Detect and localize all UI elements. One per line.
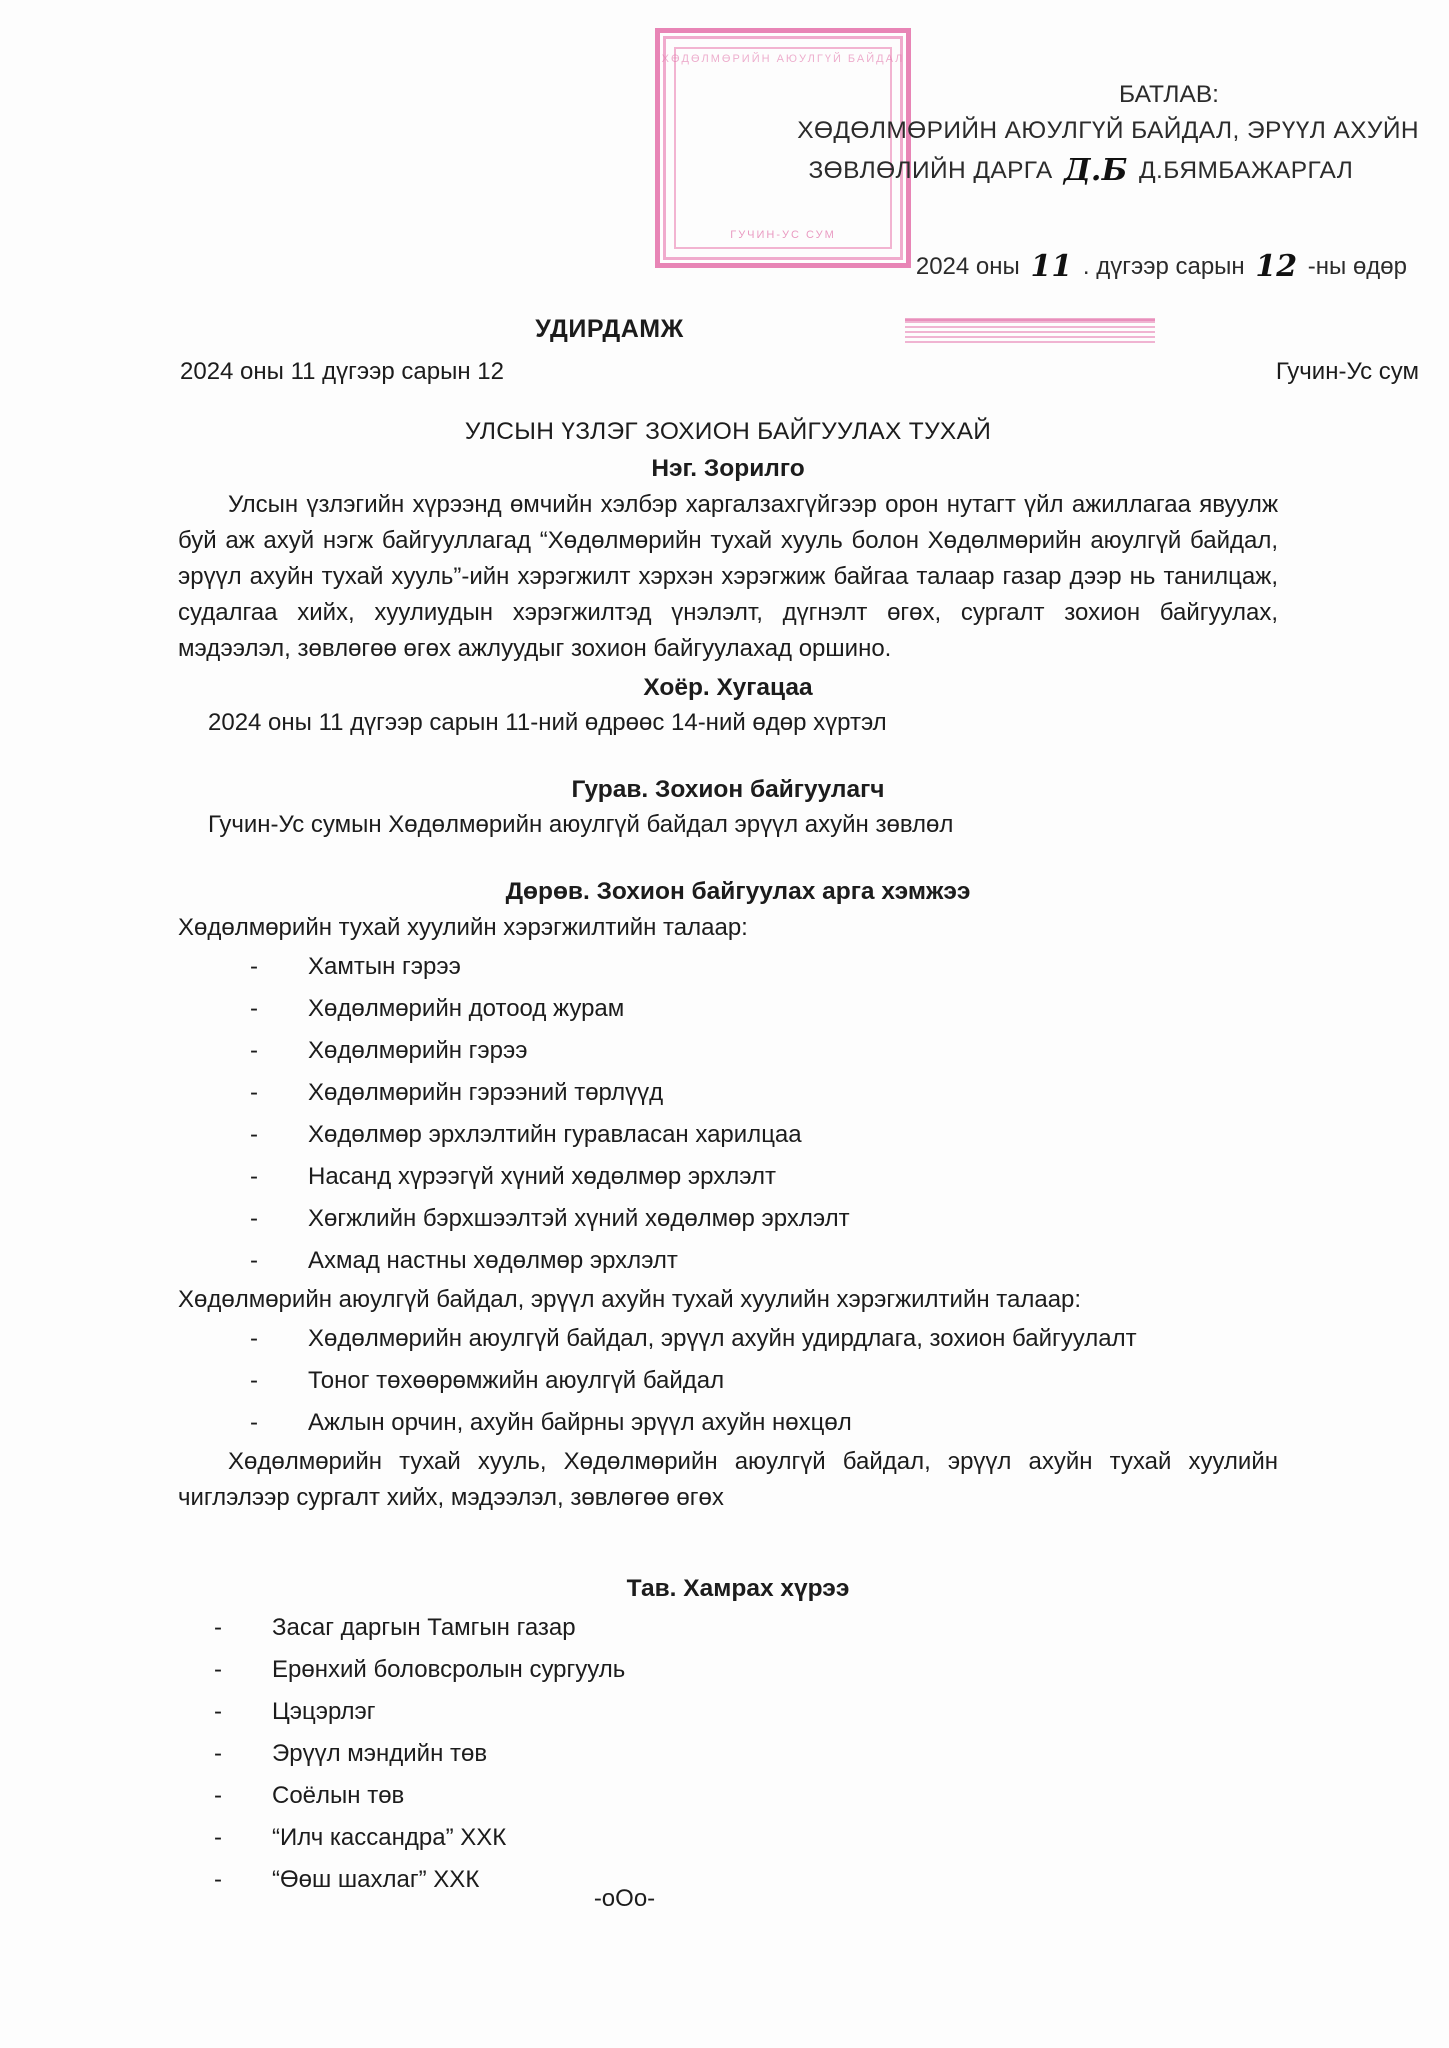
list-item-label: Хөдөлмөрийн дотоод журам (308, 995, 625, 1022)
list-item-label: Эрүүл мэндийн төв (272, 1740, 488, 1767)
section-four-sub1-label: Хөдөлмөрийн тухай хуулийн хэрэгжилтийн талаар: (178, 914, 748, 941)
list-item-label: Хөдөлмөрийн гэрээ (308, 1037, 528, 1064)
dash-bullet-icon: - (250, 1367, 258, 1394)
dash-bullet-icon: - (214, 1782, 222, 1809)
approval-month-word: . дүгээр сарын (1082, 253, 1245, 280)
approval-org-line-1: ХӨДӨЛМӨРИЙН АЮУЛГҮЙ БАЙДАЛ, ЭРҮҮЛ АХУЙН (797, 117, 1419, 144)
section-three-line: Гучин-Ус сумын Хөдөлмөрийн аюулгүй байдал эрүүл ахуйн зөвлөл (208, 811, 954, 838)
list-item (214, 1817, 1278, 1859)
list-item (214, 1607, 1278, 1649)
approval-org-line-2: ЗӨВЛӨЛИЙН ДАРГА (808, 157, 1053, 184)
dash-bullet-icon: - (214, 1740, 222, 1767)
seal-top-text: ХӨДӨЛМӨРИЙН АЮУЛГҮЙ БАЙДАЛ (661, 53, 905, 65)
list-item (250, 1072, 1278, 1114)
list-item-label: “Илч кассандра” ХХК (272, 1824, 507, 1851)
list-item-label: Засаг даргын Тамгын газар (272, 1614, 576, 1641)
section-four-closing-paragraph: Хөдөлмөрийн тухай хууль, Хөдөлмөрийн аюулгүй байдал, эрүүл ахуйн тухай хуулийн чиглэлээр сургалт хийх, мэдээлэл, зөвлөгөө өгөх (178, 1448, 1278, 1511)
signer-name: Д.БЯМБАЖАРГАЛ (1139, 157, 1354, 184)
list-item-label: Ахмад настны хөдөлмөр эрхлэлт (308, 1247, 678, 1274)
section-four-sub2-label: Хөдөлмөрийн аюулгүй байдал, эрүүл ахуйн тухай хуулийн хэрэгжилтийн талаар: (178, 1286, 1082, 1313)
dash-bullet-icon: - (250, 1079, 258, 1106)
list-item (250, 988, 1278, 1030)
list-item (250, 1030, 1278, 1072)
list-item-label: Хамтын гэрээ (308, 953, 461, 980)
document-place: Гучин-Ус сум (1275, 358, 1419, 385)
list-item (214, 1775, 1278, 1817)
dash-bullet-icon: - (250, 1163, 258, 1190)
list-item-label: Насанд хүрээгүй хүний хөдөлмөр эрхлэлт (308, 1163, 776, 1190)
list-item-label: “Өөш шахлаг” ХХК (272, 1866, 480, 1893)
approval-signature-row (0, 150, 1419, 190)
dash-bullet-icon: - (214, 1866, 222, 1893)
section-four-sub1-list (178, 946, 1278, 1282)
dash-bullet-icon: - (214, 1698, 222, 1725)
dash-bullet-icon: - (250, 1325, 258, 1352)
seal-bottom-text: ГУЧИН-УС СУМ (730, 229, 836, 241)
list-item (214, 1733, 1278, 1775)
document-body (178, 415, 1278, 1901)
list-item-label: Соёлын төв (272, 1782, 405, 1809)
list-item (250, 1402, 1278, 1444)
footer-end-mark: -оОо- (593, 1885, 656, 1912)
list-item-label: Хөдөлмөрийн гэрээний төрлүүд (308, 1079, 664, 1106)
list-item-label: Хөдөлмөрийн аюулгүй байдал, эрүүл ахуйн удирдлага, зохион байгуулалт (308, 1325, 1137, 1352)
document-date: 2024 оны 11 дүгээр сарын 12 (180, 358, 504, 385)
document-meta-row (0, 358, 1449, 386)
section-heading-four: Дөрөв. Зохион байгуулах арга хэмжээ (505, 878, 971, 905)
dash-bullet-icon: - (250, 995, 258, 1022)
list-item (250, 1114, 1278, 1156)
dash-bullet-icon: - (250, 1409, 258, 1436)
section-five-list (178, 1607, 1278, 1901)
list-item-label: Хөгжлийн бэрхшээлтэй хүний хөдөлмөр эрхлэлт (308, 1205, 850, 1232)
section-four-sub2-list (178, 1318, 1278, 1444)
dash-bullet-icon: - (250, 1037, 258, 1064)
section-heading-three: Гурав. Зохион байгуулагч (571, 776, 885, 803)
dash-bullet-icon: - (214, 1824, 222, 1851)
list-item-label: Ерөнхий боловсролын сургууль (272, 1656, 626, 1683)
section-heading-five: Тав. Хамрах хүрээ (626, 1575, 850, 1602)
list-item-label: Цэцэрлэг (272, 1698, 376, 1725)
approval-date-prefix: 2024 оны (915, 253, 1020, 280)
dash-bullet-icon: - (214, 1656, 222, 1683)
approval-label: БАТЛАВ: (1119, 81, 1219, 108)
section-heading-one: Нэг. Зорилго (651, 455, 805, 482)
handwritten-month: 11 (1030, 249, 1073, 284)
list-item-label: Ажлын орчин, ахуйн байрны эрүүл ахуйн нөхцөл (308, 1409, 852, 1436)
approval-block (0, 78, 1449, 190)
handwritten-signature: Д.Б (1063, 153, 1128, 188)
list-item-label: Хөдөлмөр эрхлэлтийн гуравласан харилцаа (308, 1121, 802, 1148)
list-item (250, 1318, 1278, 1360)
approval-date-suffix: -ны өдөр (1307, 253, 1407, 280)
list-item (250, 1240, 1278, 1282)
dash-bullet-icon: - (214, 1614, 222, 1641)
dash-bullet-icon: - (250, 1121, 258, 1148)
list-item (250, 1360, 1278, 1402)
list-item (250, 946, 1278, 988)
section-one-paragraph: Улсын үзлэгийн хүрээнд өмчийн хэлбэр харгалзахгүйгээр орон нутагт үйл ажиллагаа явуулж буй аж ахуй нэгж байгууллагад “Хөдөлмөрийн тухай хууль болон Хөдөлмөрийн аюулгүй байдал, эрүүл ахуйн тухай хууль”-ийн хэрэгжилт хэрхэн хэрэгжиж байгаа талаар газар дээр нь танилцаж, судалгаа хийх, хуулиудын хэрэгжилтэд үнэлэлт, дүгнэлт өгөх, сургалт зохион байгуулах, мэдээлэл, зөвлөгөө өгөх ажлуудыг зохион байгуулахад оршино. (178, 491, 1278, 662)
dash-bullet-icon: - (250, 1247, 258, 1274)
list-item-label: Тоног төхөөрөмжийн аюулгүй байдал (308, 1367, 725, 1394)
list-item (214, 1649, 1278, 1691)
dash-bullet-icon: - (250, 1205, 258, 1232)
list-item (250, 1156, 1278, 1198)
list-item (250, 1198, 1278, 1240)
section-heading-two: Хоёр. Хугацаа (643, 674, 813, 701)
list-item (214, 1691, 1278, 1733)
page-title: УЛСЫН ҮЗЛЭГ ЗОХИОН БАЙГУУЛАХ ТУХАЙ (464, 418, 992, 445)
section-two-line: 2024 оны 11 дүгээр сарын 11-ний өдрөөс 14-ний өдөр хүртэл (208, 709, 887, 736)
handwritten-day: 12 (1255, 249, 1298, 284)
approval-date-line (0, 247, 1449, 282)
document-kind-title: УДИРДАМЖ (535, 315, 684, 343)
dash-bullet-icon: - (250, 953, 258, 980)
